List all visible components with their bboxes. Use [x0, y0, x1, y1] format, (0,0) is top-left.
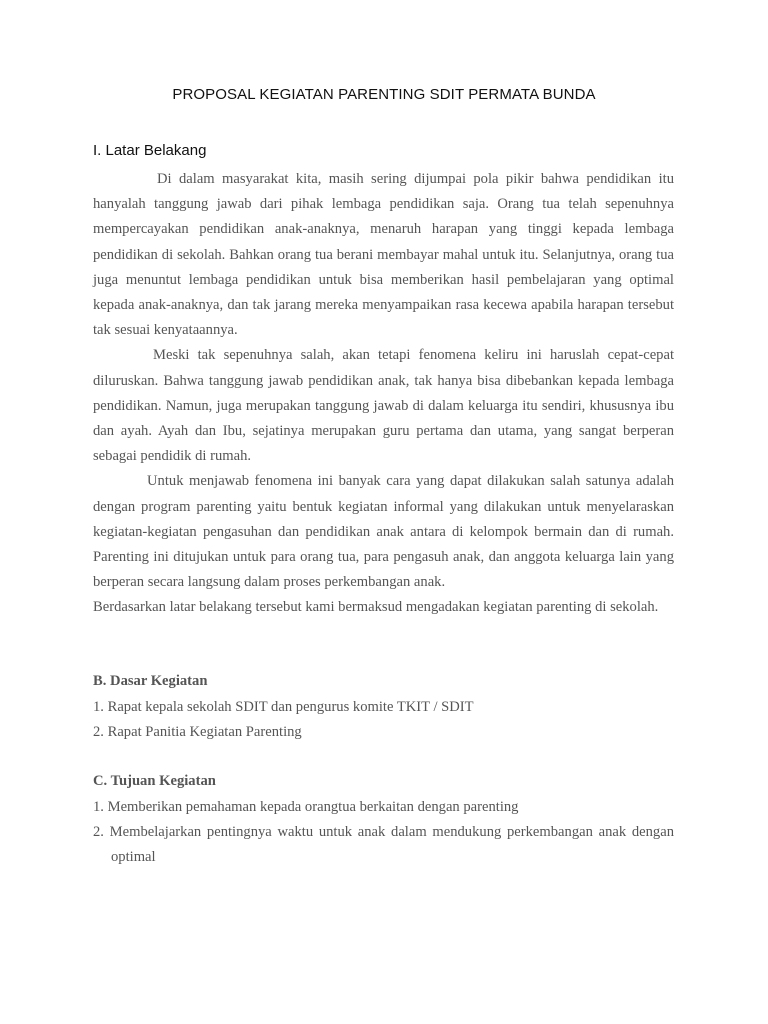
list-item: 1. Rapat kepala sekolah SDIT dan pengurus komite TKIT / SDIT — [93, 699, 474, 715]
paragraph-1: Di dalam masyarakat kita, masih sering dijumpai pola pikir bahwa pendidikan itu hanyalah tanggung jawab dari pihak lembaga pendidikan saja. Orang tua telah sepenuhnya mempercayakan pendidikan anak-anaknya, menaruh harapan yang tinggi kepada lembaga pendidikan di sekolah. Bahkan orang tua berani membayar mahal untuk itu. Selanjutnya, orang tua juga menuntut lembaga pendidikan untuk bisa memberikan hasil pembelajaran yang optimal kepada anak-anaknya, dan tak jarang mereka menyampaikan rasa kecewa apabila harapan tersebut tak sesuai kenyataannya. — [93, 171, 674, 339]
paragraph-3: Untuk menjawab fenomena ini banyak cara yang dapat dilakukan salah satunya adalah dengan program parenting yaitu bentuk kegiatan informal yang dilakukan untuk menyelaraskan kegiatan-kegiatan pengasuhan dan pendidikan anak antara di kelompok bermain dan di rumah. Parenting ini ditujukan untuk para orang tua, para pengasuh anak, dan anggota keluarga lain yang berperan secara langsung dalam proses perkembangan anak. — [93, 473, 674, 591]
latar-belakang-body — [93, 167, 674, 621]
paragraph-4: Berdasarkan latar belakang tersebut kami bermaksud mengadakan kegiatan parenting di sekolah. — [93, 599, 659, 616]
section-heading-latar-belakang: I. Latar Belakang — [93, 142, 207, 159]
list-item: 2. Rapat Panitia Kegiatan Parenting — [93, 724, 302, 740]
tujuan-kegiatan-list — [93, 795, 674, 870]
list-item: 2. Membelajarkan pentingnya waktu untuk anak dalam mendukung perkembangan anak dengan optimal — [93, 824, 674, 865]
document-title: PROPOSAL KEGIATAN PARENTING SDIT PERMATA BUNDA — [172, 86, 596, 103]
section-heading-tujuan-kegiatan: C. Tujuan Kegiatan — [93, 773, 216, 789]
list-item: 1. Memberikan pemahaman kepada orangtua berkaitan dengan parenting — [93, 799, 519, 815]
paragraph-2: Meski tak sepenuhnya salah, akan tetapi fenomena keliru ini haruslah cepat-cepat diluruskan. Bahwa tanggung jawab pendidikan anak, tak hanya bisa dibebankan kepada lembaga pendidikan. Namun, juga merupakan tanggung jawab di dalam keluarga itu sendiri, khususnya ibu dan ayah. Ayah dan Ibu, sejatinya merupakan guru pertama dan utama, yang sangat berperan sebagai pendidik di rumah. — [93, 347, 674, 465]
dasar-kegiatan-list — [93, 695, 674, 745]
section-heading-dasar-kegiatan: B. Dasar Kegiatan — [93, 673, 208, 689]
